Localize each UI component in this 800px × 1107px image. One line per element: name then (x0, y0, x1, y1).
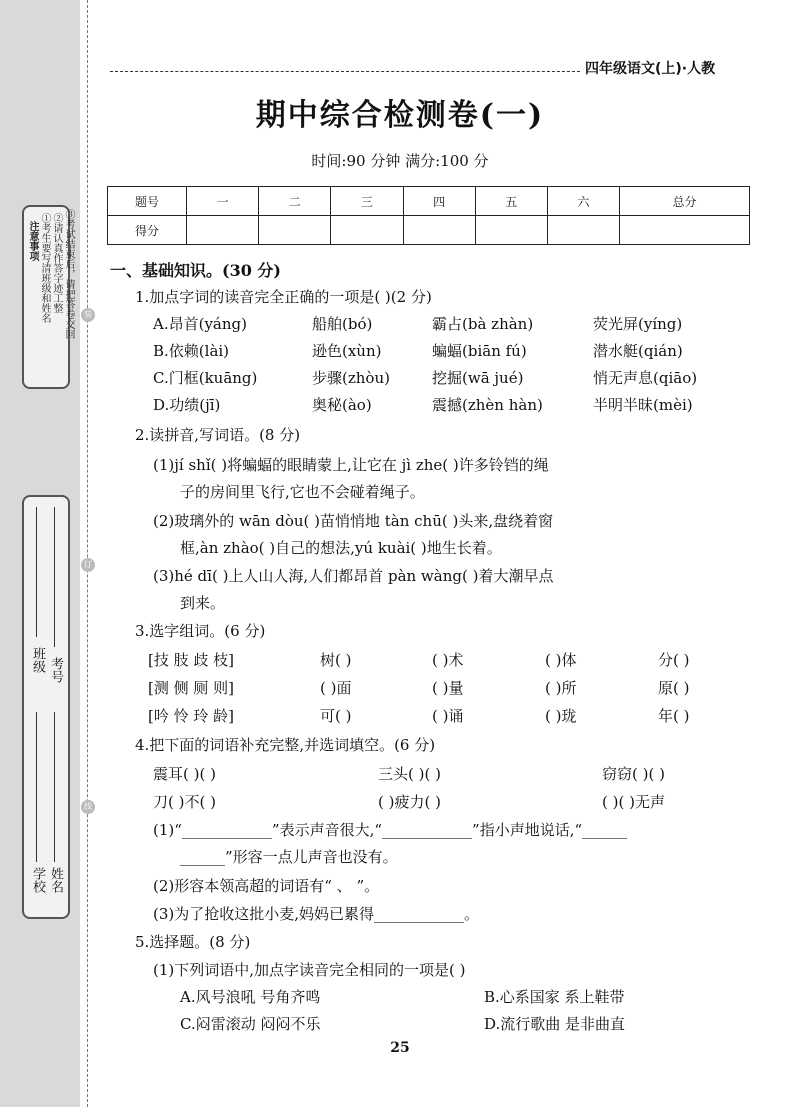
q4-fill-2: (2)形容本领高超的词语有“ 、 ”。 (153, 877, 380, 895)
q1-option-b-2: 逊色(xùn) (312, 342, 382, 360)
q1-option-c-1: C.门框(kuāng) (153, 369, 258, 387)
class-blank[interactable] (36, 507, 37, 637)
school-blank[interactable] (36, 712, 37, 862)
q2-line-5: (3)hé dī( )上人山人海,人们都昂首 pàn wàng( )着大潮早点 (153, 567, 554, 585)
q1-option-b-1: B.依赖(lài) (153, 342, 230, 360)
q3-row2-blank-2: ( )量 (432, 679, 464, 697)
student-info-box (22, 495, 70, 919)
header-dashed-rule (110, 71, 580, 72)
q1-option-b-3: 蝙蝠(biān fú) (432, 342, 527, 360)
exam-number-blank[interactable] (54, 507, 55, 647)
q5-sub-1: (1)下列词语中,加点字读音完全相同的一项是( ) (153, 961, 466, 979)
name-label: 姓名 (48, 867, 63, 893)
q4-idiom-2: 三头( )( ) (378, 765, 441, 783)
score-table (107, 186, 750, 245)
score-cell-3[interactable] (331, 216, 403, 245)
notice-item-2: ②请认真作答字迹工整 (51, 213, 62, 313)
score-label: 得分 (108, 216, 187, 245)
q1-option-c-2: 步骤(zhòu) (312, 369, 390, 387)
section-1-heading: 一、基础知识。(30 分) (110, 261, 281, 280)
grade-subject-header: 四年级语文(上)·人教 (585, 61, 716, 77)
q1-option-d-3: 震撼(zhèn hàn) (432, 396, 543, 414)
q1-option-d-2: 奥秘(ào) (312, 396, 372, 414)
school-label: 学校 (30, 867, 45, 893)
q3-row1-blank-1: 树( ) (320, 651, 352, 669)
q1-option-a-2: 船舶(bó) (312, 315, 373, 333)
q4-idiom-4: 刀( )不( ) (153, 793, 216, 811)
score-cell-total[interactable] (620, 216, 750, 245)
page-title: 期中综合检测卷(一) (255, 98, 545, 133)
q1-option-a-1: A.昂首(yáng) (153, 315, 247, 333)
q3-row1-blank-3: ( )体 (545, 651, 577, 669)
name-blank[interactable] (54, 712, 55, 862)
q4-idiom-5: ( )疲力( ) (378, 793, 441, 811)
score-cell-1[interactable] (187, 216, 259, 245)
q3-row3-chars: [吟 怜 玲 龄] (148, 707, 235, 725)
q4-idiom-1: 震耳( )( ) (153, 765, 216, 783)
q5-option-c: C.闷雷滚动 闷闷不乐 (180, 1015, 321, 1033)
score-table-header-row (108, 187, 750, 216)
score-table-score-row (108, 216, 750, 245)
q1-option-d-1: D.功绩(jī) (153, 396, 221, 414)
q3-stem: 3.选字组词。(6 分) (135, 622, 266, 640)
q3-row2-blank-3: ( )所 (545, 679, 577, 697)
q1-option-a-3: 霸占(bà zhàn) (432, 315, 534, 333)
notice-box (22, 205, 74, 389)
q1-option-b-4: 潜水艇(qián) (593, 342, 683, 360)
score-header-3: 三 (331, 187, 403, 216)
q5-stem: 5.选择题。(8 分) (135, 933, 251, 951)
q4-fill-3: (3)为了抢收这批小麦,妈妈已累得____________。 (153, 905, 480, 923)
q3-row1-blank-4: 分( ) (658, 651, 690, 669)
q2-line-2: 子的房间里飞行,它也不会碰着绳子。 (180, 483, 425, 501)
page-number: 25 (390, 1040, 410, 1056)
q5-option-a: A.风号浪吼 号角齐鸣 (180, 988, 321, 1006)
q3-row2-blank-4: 原( ) (658, 679, 690, 697)
q5-option-b: B.心系国家 系上鞋带 (484, 988, 625, 1006)
score-header-6: 六 (547, 187, 619, 216)
binding-hole-3: 线 (81, 800, 95, 814)
q1-option-c-3: 挖掘(wā jué) (432, 369, 524, 387)
q1-option-d-4: 半明半昧(mèi) (593, 396, 693, 414)
score-header-5: 五 (475, 187, 547, 216)
score-cell-5[interactable] (475, 216, 547, 245)
exam-time-score: 时间:90 分钟 满分:100 分 (311, 152, 489, 170)
q2-stem: 2.读拼音,写词语。(8 分) (135, 426, 301, 444)
notice-title: 注意事项 (27, 221, 38, 261)
score-header-4: 四 (403, 187, 475, 216)
score-cell-4[interactable] (403, 216, 475, 245)
q2-line-3: (2)玻璃外的 wān dòu( )苗悄悄地 tàn chū( )头来,盘绕着窗 (153, 512, 554, 530)
q4-stem: 4.把下面的词语补充完整,并选词填空。(6 分) (135, 736, 436, 754)
notice-item-1: ①考生要写清班级和姓名 (39, 213, 50, 323)
q4-idiom-6: ( )( )无声 (602, 793, 665, 811)
binding-hole-2: 订 (81, 558, 95, 572)
q3-row3-blank-2: ( )诵 (432, 707, 464, 725)
score-header-total: 总分 (620, 187, 750, 216)
q3-row2-chars: [测 侧 厕 则] (148, 679, 235, 697)
q1-stem: 1.加点字词的读音完全正确的一项是( )(2 分) (135, 288, 432, 306)
q3-row1-blank-2: ( )术 (432, 651, 464, 669)
question-number-label: 题号 (108, 187, 187, 216)
q1-option-c-4: 悄无声息(qiāo) (593, 369, 698, 387)
q2-line-4: 框,àn zhào( )自己的想法,yú kuài( )地生长着。 (180, 539, 502, 557)
q3-row2-blank-1: ( )面 (320, 679, 352, 697)
class-label: 班级 (30, 647, 45, 673)
q3-row3-blank-4: 年( ) (658, 707, 690, 725)
exam-number-label: 考号 (48, 657, 63, 683)
q2-line-1: (1)jí shǐ( )将蝙蝠的眼睛蒙上,让它在 jì zhe( )许多铃铛的绳 (153, 456, 549, 474)
q4-fill-1-cont: ______”形容一点儿声音也没有。 (180, 848, 398, 866)
notice-item-3: ③考试结束后，请把答卷交回 (63, 209, 74, 339)
binding-hole-1: 装 (81, 308, 95, 322)
q2-line-6: 到来。 (180, 594, 226, 612)
q4-fill-1: (1)“____________”表示声音很大,“____________”指小声地说话,“______ (153, 821, 628, 839)
q3-row1-chars: [技 肢 歧 枝] (148, 651, 235, 669)
score-cell-2[interactable] (259, 216, 331, 245)
q1-option-a-4: 荧光屏(yíng) (593, 315, 683, 333)
q5-option-d: D.流行歌曲 是非曲直 (484, 1015, 626, 1033)
score-cell-6[interactable] (547, 216, 619, 245)
q4-idiom-3: 窃窃( )( ) (602, 765, 665, 783)
q3-row3-blank-3: ( )珑 (545, 707, 577, 725)
q3-row3-blank-1: 可( ) (320, 707, 352, 725)
score-header-2: 二 (259, 187, 331, 216)
score-header-1: 一 (187, 187, 259, 216)
